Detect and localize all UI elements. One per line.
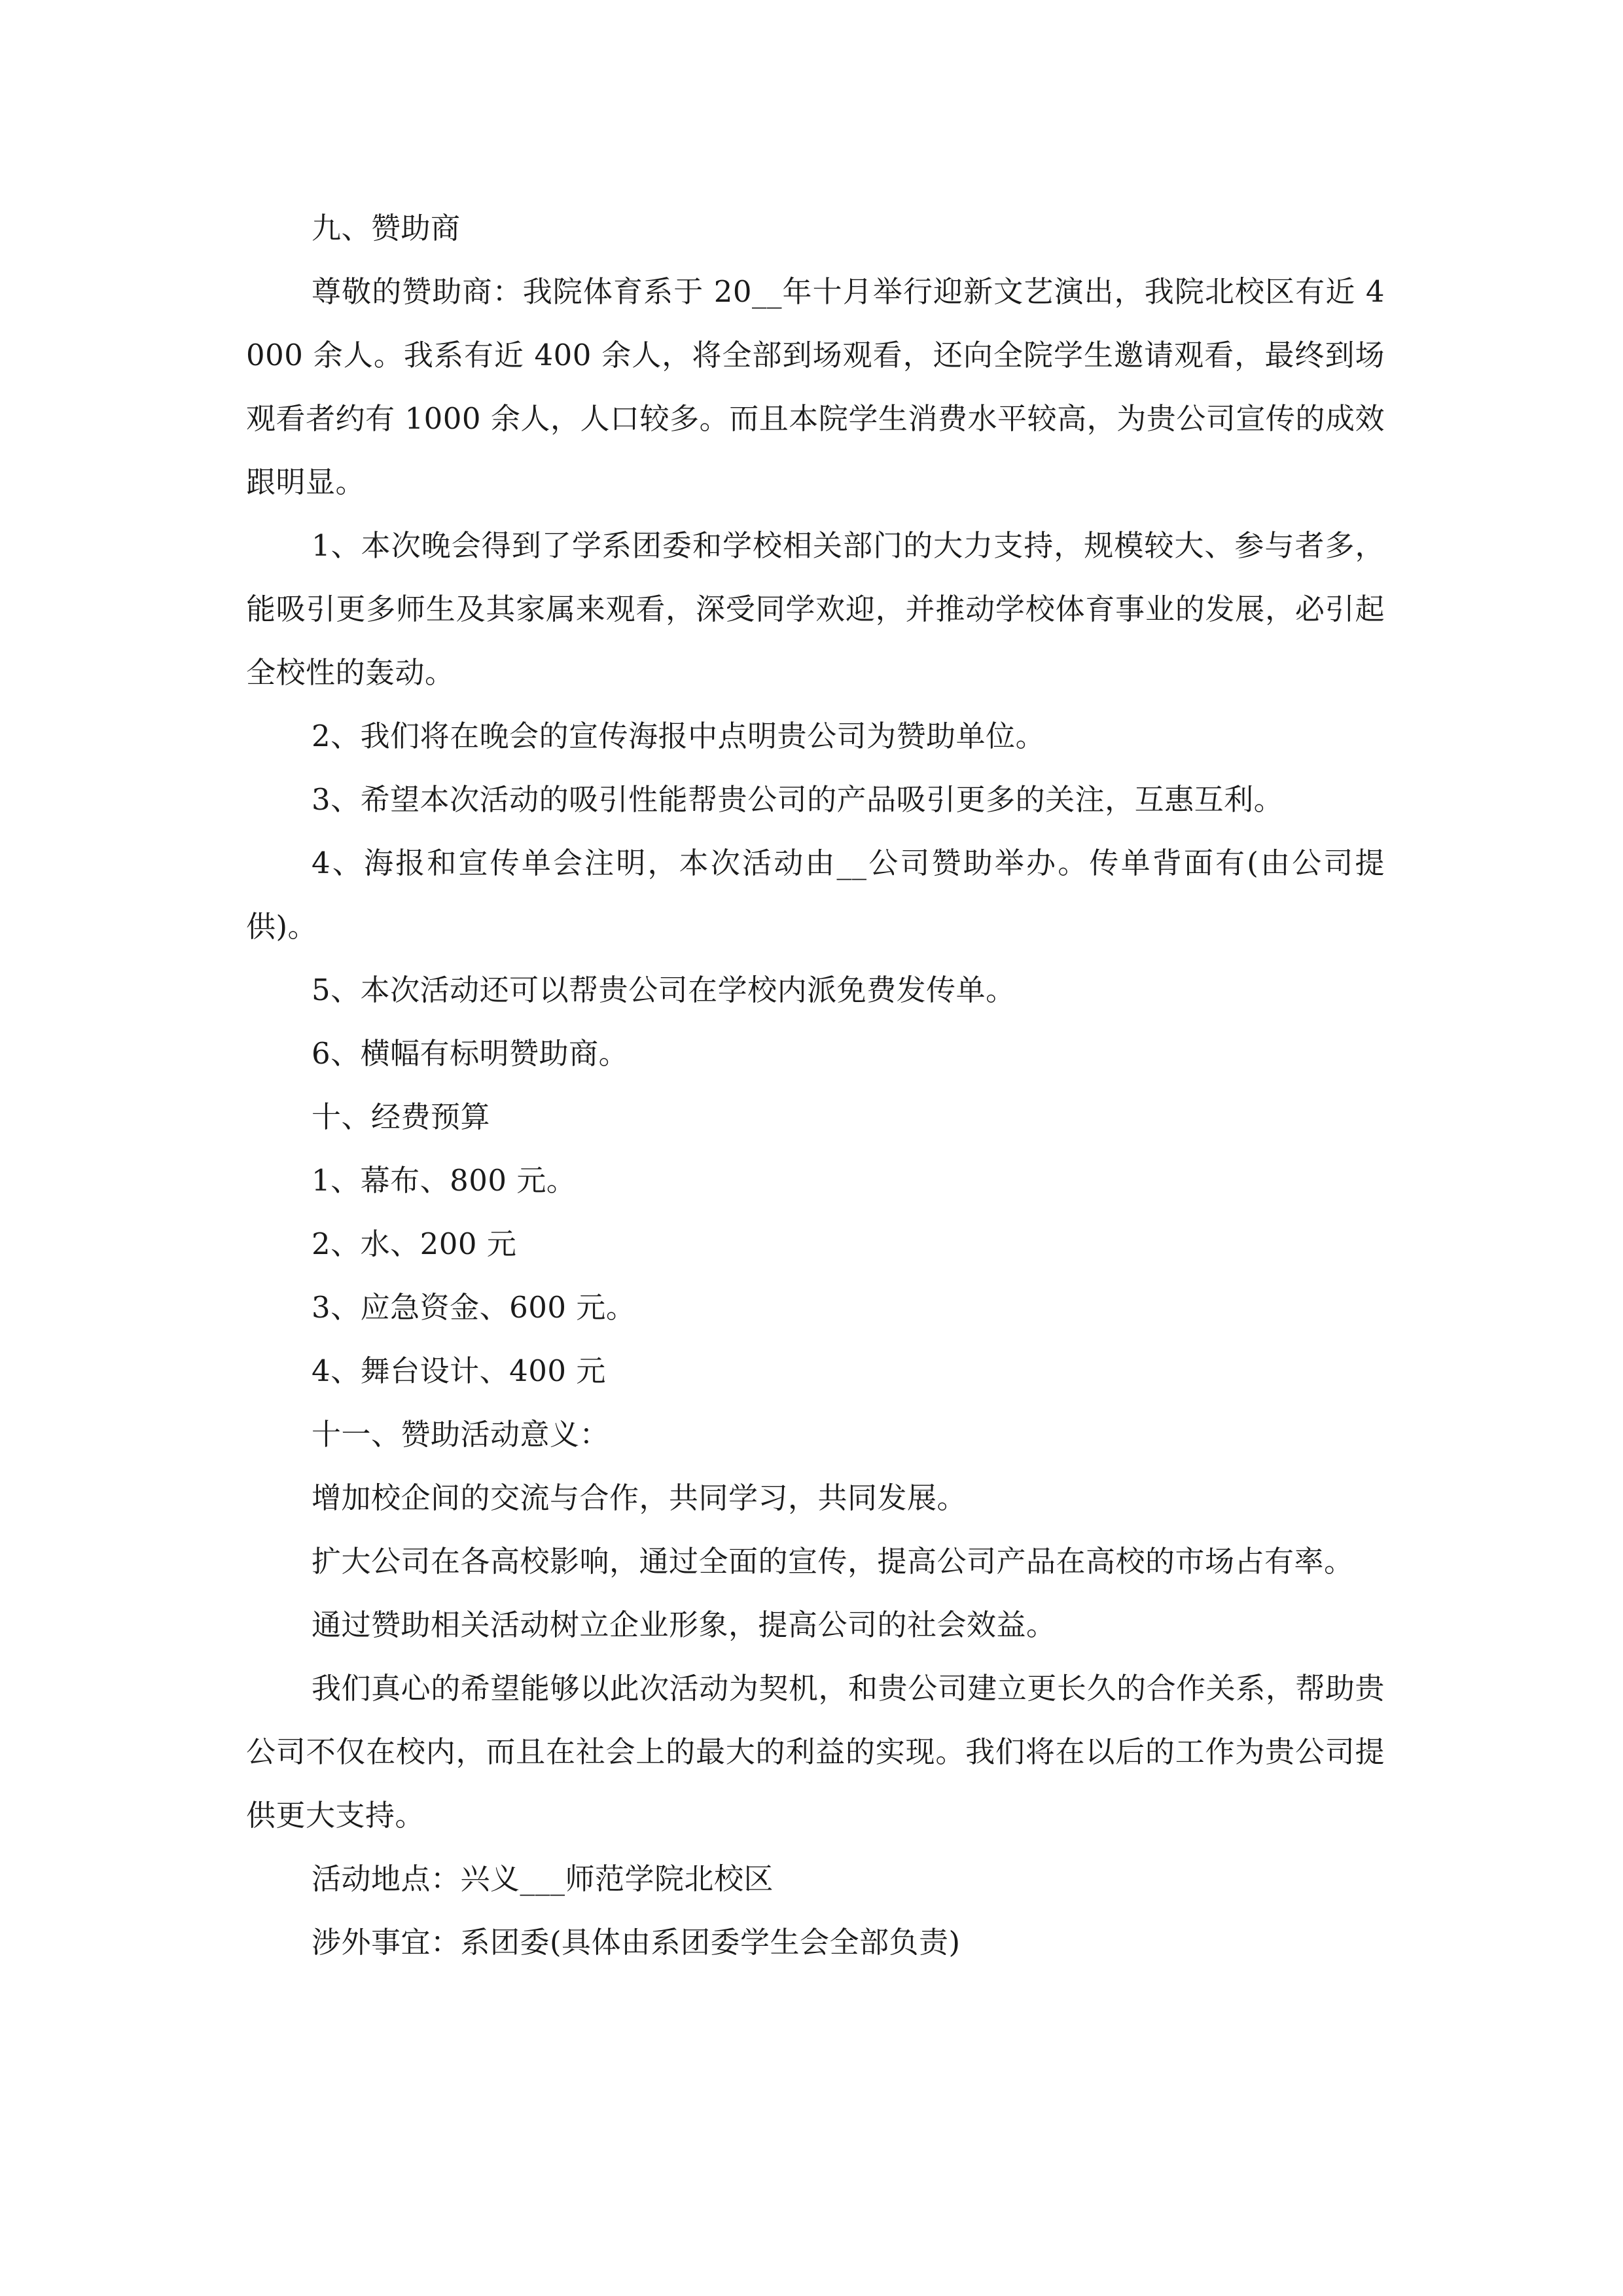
sponsor-point-3: 3、希望本次活动的吸引性能帮贵公司的产品吸引更多的关注，互惠互利。 xyxy=(312,782,1284,817)
document-body xyxy=(246,196,1385,1974)
sponsor-point-1: 1、本次晚会得到了学系团委和学校相关部门的大力支持，规模较大、参与者多，能吸引更多师生及其家属来观看，深受同学欢迎，并推动学校体育事业的发展，必引起全校性的轰动。 xyxy=(246,528,1385,690)
sponsor-point-6: 6、横幅有标明赞助商。 xyxy=(312,1036,629,1071)
sponsor-point-4: 4、海报和宣传单会注明，本次活动由__公司赞助举办。传单背面有(由公司提供)。 xyxy=(246,846,1385,944)
section-heading-significance: 十一、赞助活动意义： xyxy=(312,1417,610,1452)
sponsor-intro-paragraph: 尊敬的赞助商：我院体育系于 20__年十月举行迎新文艺演出，我院北校区有近 4000 余人。我系有近 400 余人，将全部到场观看，还向全院学生邀请观看，最终到场观看者约有 1000 余人，人口较多。而且本院学生消费水平较高，为贵公司宣传的成效跟明显。 xyxy=(246,274,1385,499)
sponsor-point-2: 2、我们将在晚会的宣传海报中点明贵公司为赞助单位。 xyxy=(312,719,1046,753)
section-heading-budget: 十、经费预算 xyxy=(312,1100,491,1134)
budget-item-2: 2、水、200 元 xyxy=(312,1227,517,1261)
event-location: 活动地点：兴义___师范学院北校区 xyxy=(312,1861,774,1896)
section-heading-sponsor: 九、赞助商 xyxy=(312,211,461,245)
budget-item-1: 1、幕布、800 元。 xyxy=(312,1163,577,1198)
sponsor-point-5: 5、本次活动还可以帮贵公司在学校内派免费发传单。 xyxy=(312,973,1016,1007)
significance-paragraph-1: 增加校企间的交流与合作，共同学习，共同发展。 xyxy=(312,1480,967,1515)
budget-item-3: 3、应急资金、600 元。 xyxy=(312,1290,636,1325)
external-affairs: 涉外事宜：系团委(具体由系团委学生会全部负责) xyxy=(312,1925,961,1960)
budget-item-4: 4、舞台设计、400 元 xyxy=(312,1354,606,1388)
significance-paragraph-3: 通过赞助相关活动树立企业形象，提高公司的社会效益。 xyxy=(312,1607,1056,1642)
closing-paragraph: 我们真心的希望能够以此次活动为契机，和贵公司建立更长久的合作关系，帮助贵公司不仅在校内，而且在社会上的最大的利益的实现。我们将在以后的工作为贵公司提供更大支持。 xyxy=(246,1671,1385,1833)
significance-paragraph-2: 扩大公司在各高校影响，通过全面的宣传，提高公司产品在高校的市场占有率。 xyxy=(312,1544,1354,1579)
